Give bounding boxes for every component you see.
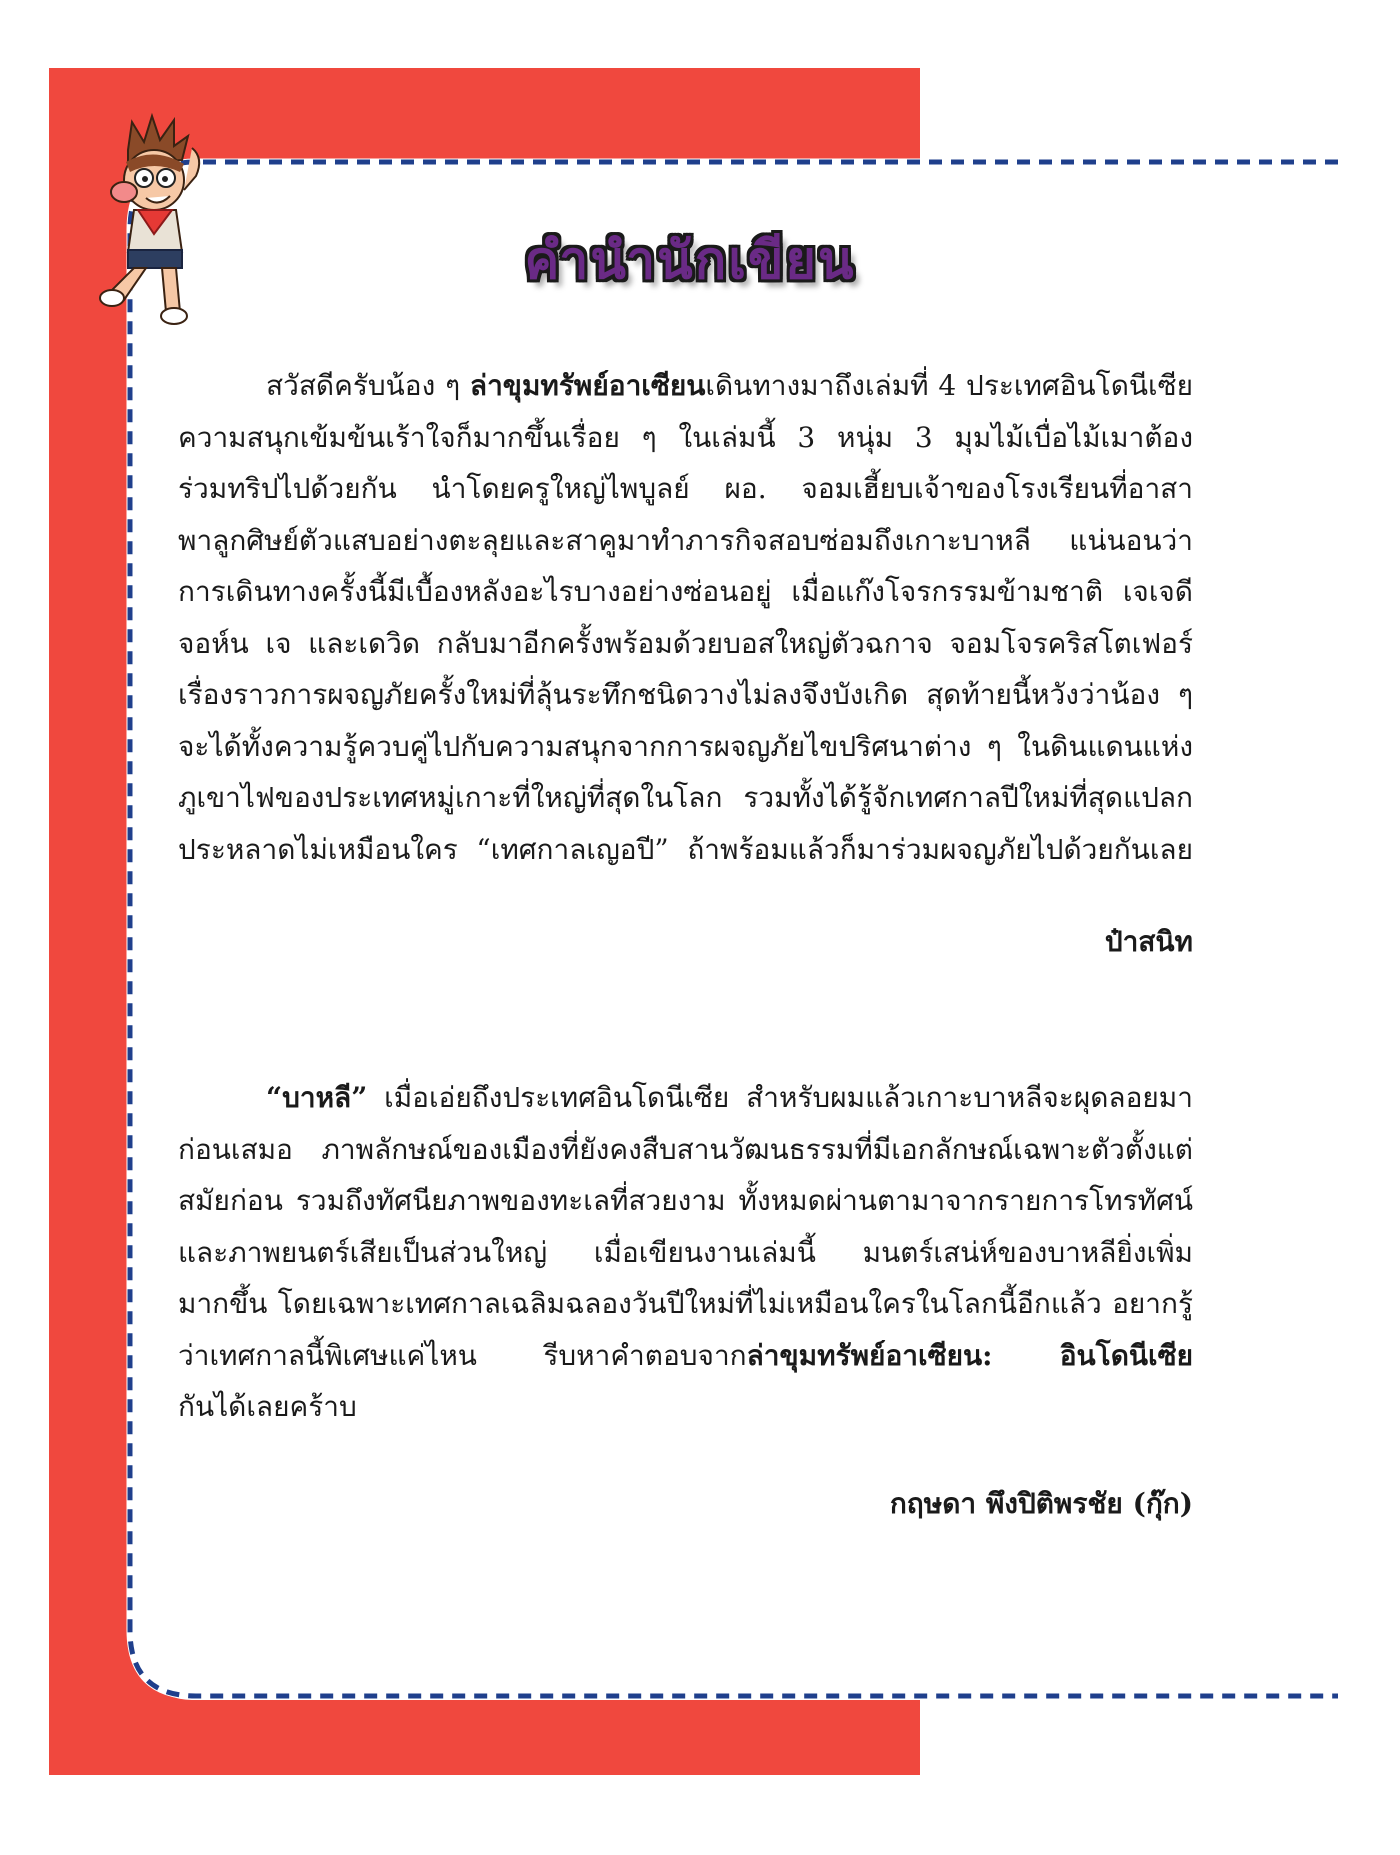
paragraph-line: ประหลาดไม่เหมือนใคร “เทศกาลเญอปี” ถ้าพร้อมแล้วก็มาร่วมผจญภัยไปด้วยกันเลย xyxy=(178,832,1193,866)
paragraph-line: และภาพยนตร์เสียเป็นส่วนใหญ่ เมื่อเขียนงานเล่มนี้ มนตร์เสน่ห์ของบาหลียิ่งเพิ่ม xyxy=(178,1235,1193,1269)
paragraph-line: ร่วมทริปไปด้วยกัน นำโดยครูใหญ่ไพบูลย์ ผอ. จอมเฮี้ยบเจ้าของโรงเรียนที่อาสา xyxy=(178,472,1193,505)
paragraph-line: สวัสดีครับน้อง ๆ ล่าขุมทรัพย์อาเซียนเดินทางมาถึงเล่มที่ 4 ประเทศอินโดนีเซีย xyxy=(266,369,1193,402)
paragraph-line: ความสนุกเข้มข้นเร้าใจก็มากขึ้นเรื่อย ๆ ในเล่มนี้ 3 หนุ่ม 3 มุมไม้เบื่อไม้เมาต้อง xyxy=(178,420,1193,454)
paragraph-line: กันได้เลยคร้าบ xyxy=(178,1390,357,1423)
paragraph-line: ว่าเทศกาลนี้พิเศษแค่ไหน รีบหาคำตอบจากล่าขุมทรัพย์อาเซียน: อินโดนีเซีย xyxy=(178,1338,1193,1372)
page-title: คำนำนักเขียน xyxy=(524,231,856,291)
paragraph-line: พาลูกศิษย์ตัวแสบอย่างตะลุยและสาคูมาทำภารกิจสอบซ่อมถึงเกาะบาหลี แน่นอนว่า xyxy=(178,523,1193,557)
paragraph-line: เรื่องราวการผจญภัยครั้งใหม่ที่ลุ้นระทึกชนิดวางไม่ลงจึงบังเกิด สุดท้ายนี้หวังว่าน้อง ๆ xyxy=(178,678,1193,711)
author-signature-2: กฤษดา พึงปิติพรชัย (กุ๊ก) xyxy=(889,1487,1193,1520)
paragraph-line: “บาหลี” เมื่อเอ่ยถึงประเทศอินโดนีเซีย สำหรับผมแล้วเกาะบาหลีจะผุดลอยมา xyxy=(266,1081,1193,1114)
author-signature-1: ป๋าสนิท xyxy=(1104,925,1193,958)
second-paragraph xyxy=(178,1072,1193,1433)
paragraph-line: มากขึ้น โดยเฉพาะเทศกาลเฉลิมฉลองวันปีใหม่ที่ไม่เหมือนใครในโลกนี้อีกแล้ว อยากรู้ xyxy=(178,1287,1193,1320)
intro-paragraph xyxy=(178,360,1193,875)
paragraph-line: การเดินทางครั้งนี้มีเบื้องหลังอะไรบางอย่างซ่อนอยู่ เมื่อแก๊งโจรกรรมข้ามชาติ เจเจดี xyxy=(178,575,1193,608)
cartoon-boy-mascot-icon xyxy=(88,112,220,332)
paragraph-line: ก่อนเสมอ ภาพลักษณ์ของเมืองที่ยังคงสืบสานวัฒนธรรมที่มีเอกลักษณ์เฉพาะตัวตั้งแต่ xyxy=(178,1132,1193,1166)
paragraph-line: จะได้ทั้งความรู้ควบคู่ไปกับความสนุกจากการผจญภัยไขปริศนาต่าง ๆ ในดินแดนแห่ง xyxy=(178,729,1193,763)
paragraph-line: ภูเขาไฟของประเทศหมู่เกาะที่ใหญ่ที่สุดในโลก รวมทั้งได้รู้จักเทศกาลปีใหม่ที่สุดแปลก xyxy=(178,781,1193,814)
paragraph-line: จอห์น เจ และเดวิด กลับมาอีกครั้งพร้อมด้วยบอสใหญ่ตัวฉกาจ จอมโจรคริสโตเฟอร์ xyxy=(178,626,1193,660)
paragraph-line: สมัยก่อน รวมถึงทัศนียภาพของทะเลที่สวยงาม ทั้งหมดผ่านตามาจากรายการโทรทัศน์ xyxy=(178,1184,1193,1217)
